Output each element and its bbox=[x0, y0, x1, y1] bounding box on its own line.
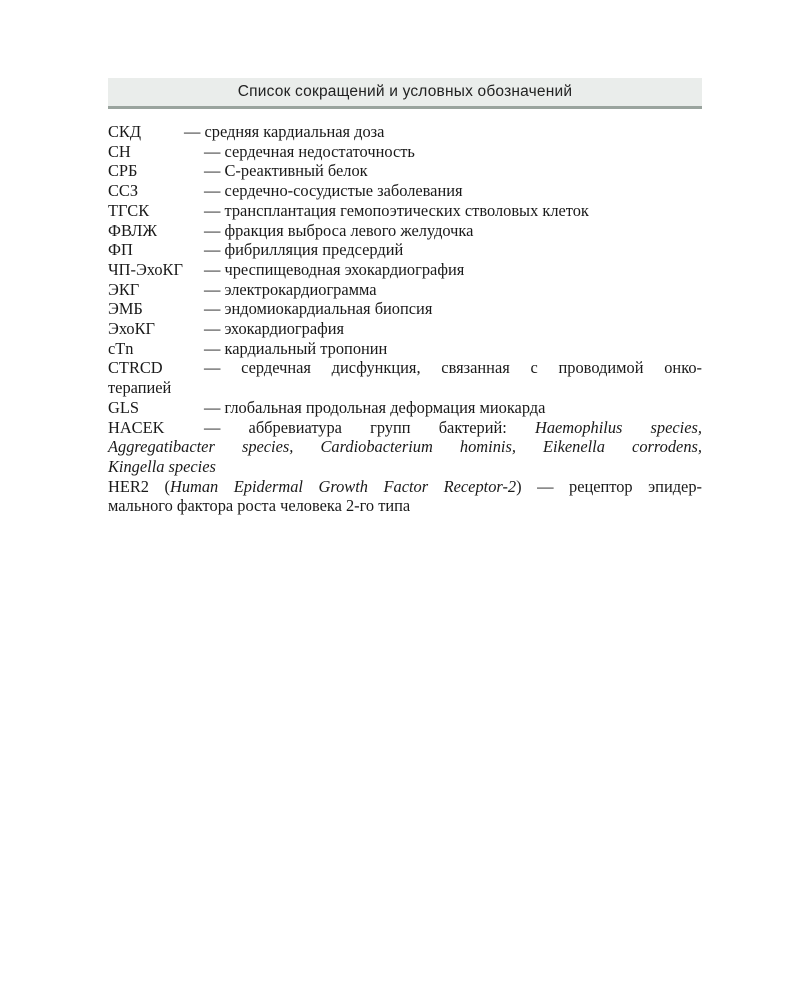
list-item bbox=[108, 398, 702, 418]
abbreviation-definition: — эндомиокардиальная биопсия bbox=[204, 299, 433, 319]
page-header bbox=[108, 78, 702, 109]
list-item bbox=[108, 161, 702, 181]
abbreviation-term: cTn bbox=[108, 338, 134, 358]
abbreviation-definition: — сердечно-сосудистые заболевания bbox=[204, 181, 463, 201]
species-name: Haemophilus species, bbox=[534, 417, 702, 437]
abbreviation-definition: — С-реактивный белок bbox=[204, 161, 368, 181]
list-item bbox=[108, 142, 702, 162]
list-item bbox=[108, 299, 702, 319]
abbreviation-definition: ) — рецептор эпидер- bbox=[516, 476, 702, 496]
abbreviation-definition: — фибрилляция предсердий bbox=[204, 240, 404, 260]
abbreviation-definition: — фракция выброса левого желудочка bbox=[204, 220, 474, 240]
abbreviation-term: СРБ bbox=[108, 161, 138, 181]
list-item bbox=[108, 201, 702, 221]
list-item bbox=[108, 319, 702, 339]
abbreviation-term: ФП bbox=[108, 240, 133, 260]
hacek-definition-prefix: — аббревиатура групп бактерий: bbox=[204, 417, 507, 437]
abbreviation-list bbox=[108, 122, 702, 516]
abbreviation-definition: — кардиальный тропонин bbox=[204, 338, 388, 358]
abbreviation-definition: — электрокардиограмма bbox=[204, 279, 377, 299]
abbreviation-definition: — сердечная недостаточность bbox=[204, 141, 415, 161]
abbreviation-definition: — средняя кардиальная доза bbox=[184, 122, 385, 141]
abbreviation-definition-continued: терапией bbox=[108, 378, 172, 398]
list-item bbox=[108, 477, 702, 516]
list-item bbox=[108, 240, 702, 260]
abbreviation-term: ЭМБ bbox=[108, 299, 143, 319]
list-item bbox=[108, 280, 702, 300]
abbreviation-term: СКД bbox=[108, 122, 142, 141]
abbreviation-definition: — трансплантация гемопоэтических стволовых клеток bbox=[204, 200, 589, 220]
abbreviation-definition bbox=[204, 418, 702, 438]
abbreviation-term: ФВЛЖ bbox=[108, 220, 158, 240]
abbreviation-definition: — эхокардиография bbox=[204, 319, 345, 339]
species-list: Aggregatibacter species, Cardiobacterium hominis, Eikenella corrodens, bbox=[108, 437, 702, 457]
ctrcd-line-1 bbox=[108, 358, 702, 378]
abbreviation-term: GLS bbox=[108, 397, 139, 417]
abbreviation-term: СН bbox=[108, 141, 131, 161]
abbreviation-expansion: Human Epidermal Growth Factor Receptor-2 bbox=[169, 476, 517, 496]
abbreviation-term: ТГСК bbox=[108, 200, 150, 220]
abbreviation-term: HACEK bbox=[108, 417, 165, 437]
open-paren: ( bbox=[164, 476, 170, 496]
abbreviation-term: ЭхоКГ bbox=[108, 319, 155, 339]
her2-line-1 bbox=[108, 477, 702, 497]
abbreviation-definition: — глобальная продольная деформация миокарда bbox=[204, 397, 546, 417]
list-item bbox=[108, 221, 702, 241]
abbreviation-term: CTRCD bbox=[108, 358, 163, 378]
abbreviation-term: ССЗ bbox=[108, 181, 139, 201]
list-item bbox=[108, 260, 702, 280]
list-item bbox=[108, 122, 702, 142]
list-item bbox=[108, 358, 702, 397]
list-item bbox=[108, 181, 702, 201]
page-title: Список сокращений и условных обозначений bbox=[237, 83, 573, 100]
list-item bbox=[108, 418, 702, 477]
abbreviation-definition: — чреспищеводная эхокардиография bbox=[204, 259, 465, 279]
abbreviation-term: ЧП-ЭхоКГ bbox=[108, 259, 183, 279]
abbreviation-term: ЭКГ bbox=[108, 279, 140, 299]
species-list-end: Kingella species bbox=[108, 456, 216, 476]
abbreviation-definition-continued: мального фактора роста человека 2-го типа bbox=[108, 496, 411, 516]
list-item bbox=[108, 339, 702, 359]
abbreviation-definition: — сердечная дисфункция, связанная с проводимой онко- bbox=[204, 358, 702, 378]
abbreviation-term: HER2 bbox=[108, 476, 149, 496]
hacek-line-1 bbox=[108, 418, 702, 438]
